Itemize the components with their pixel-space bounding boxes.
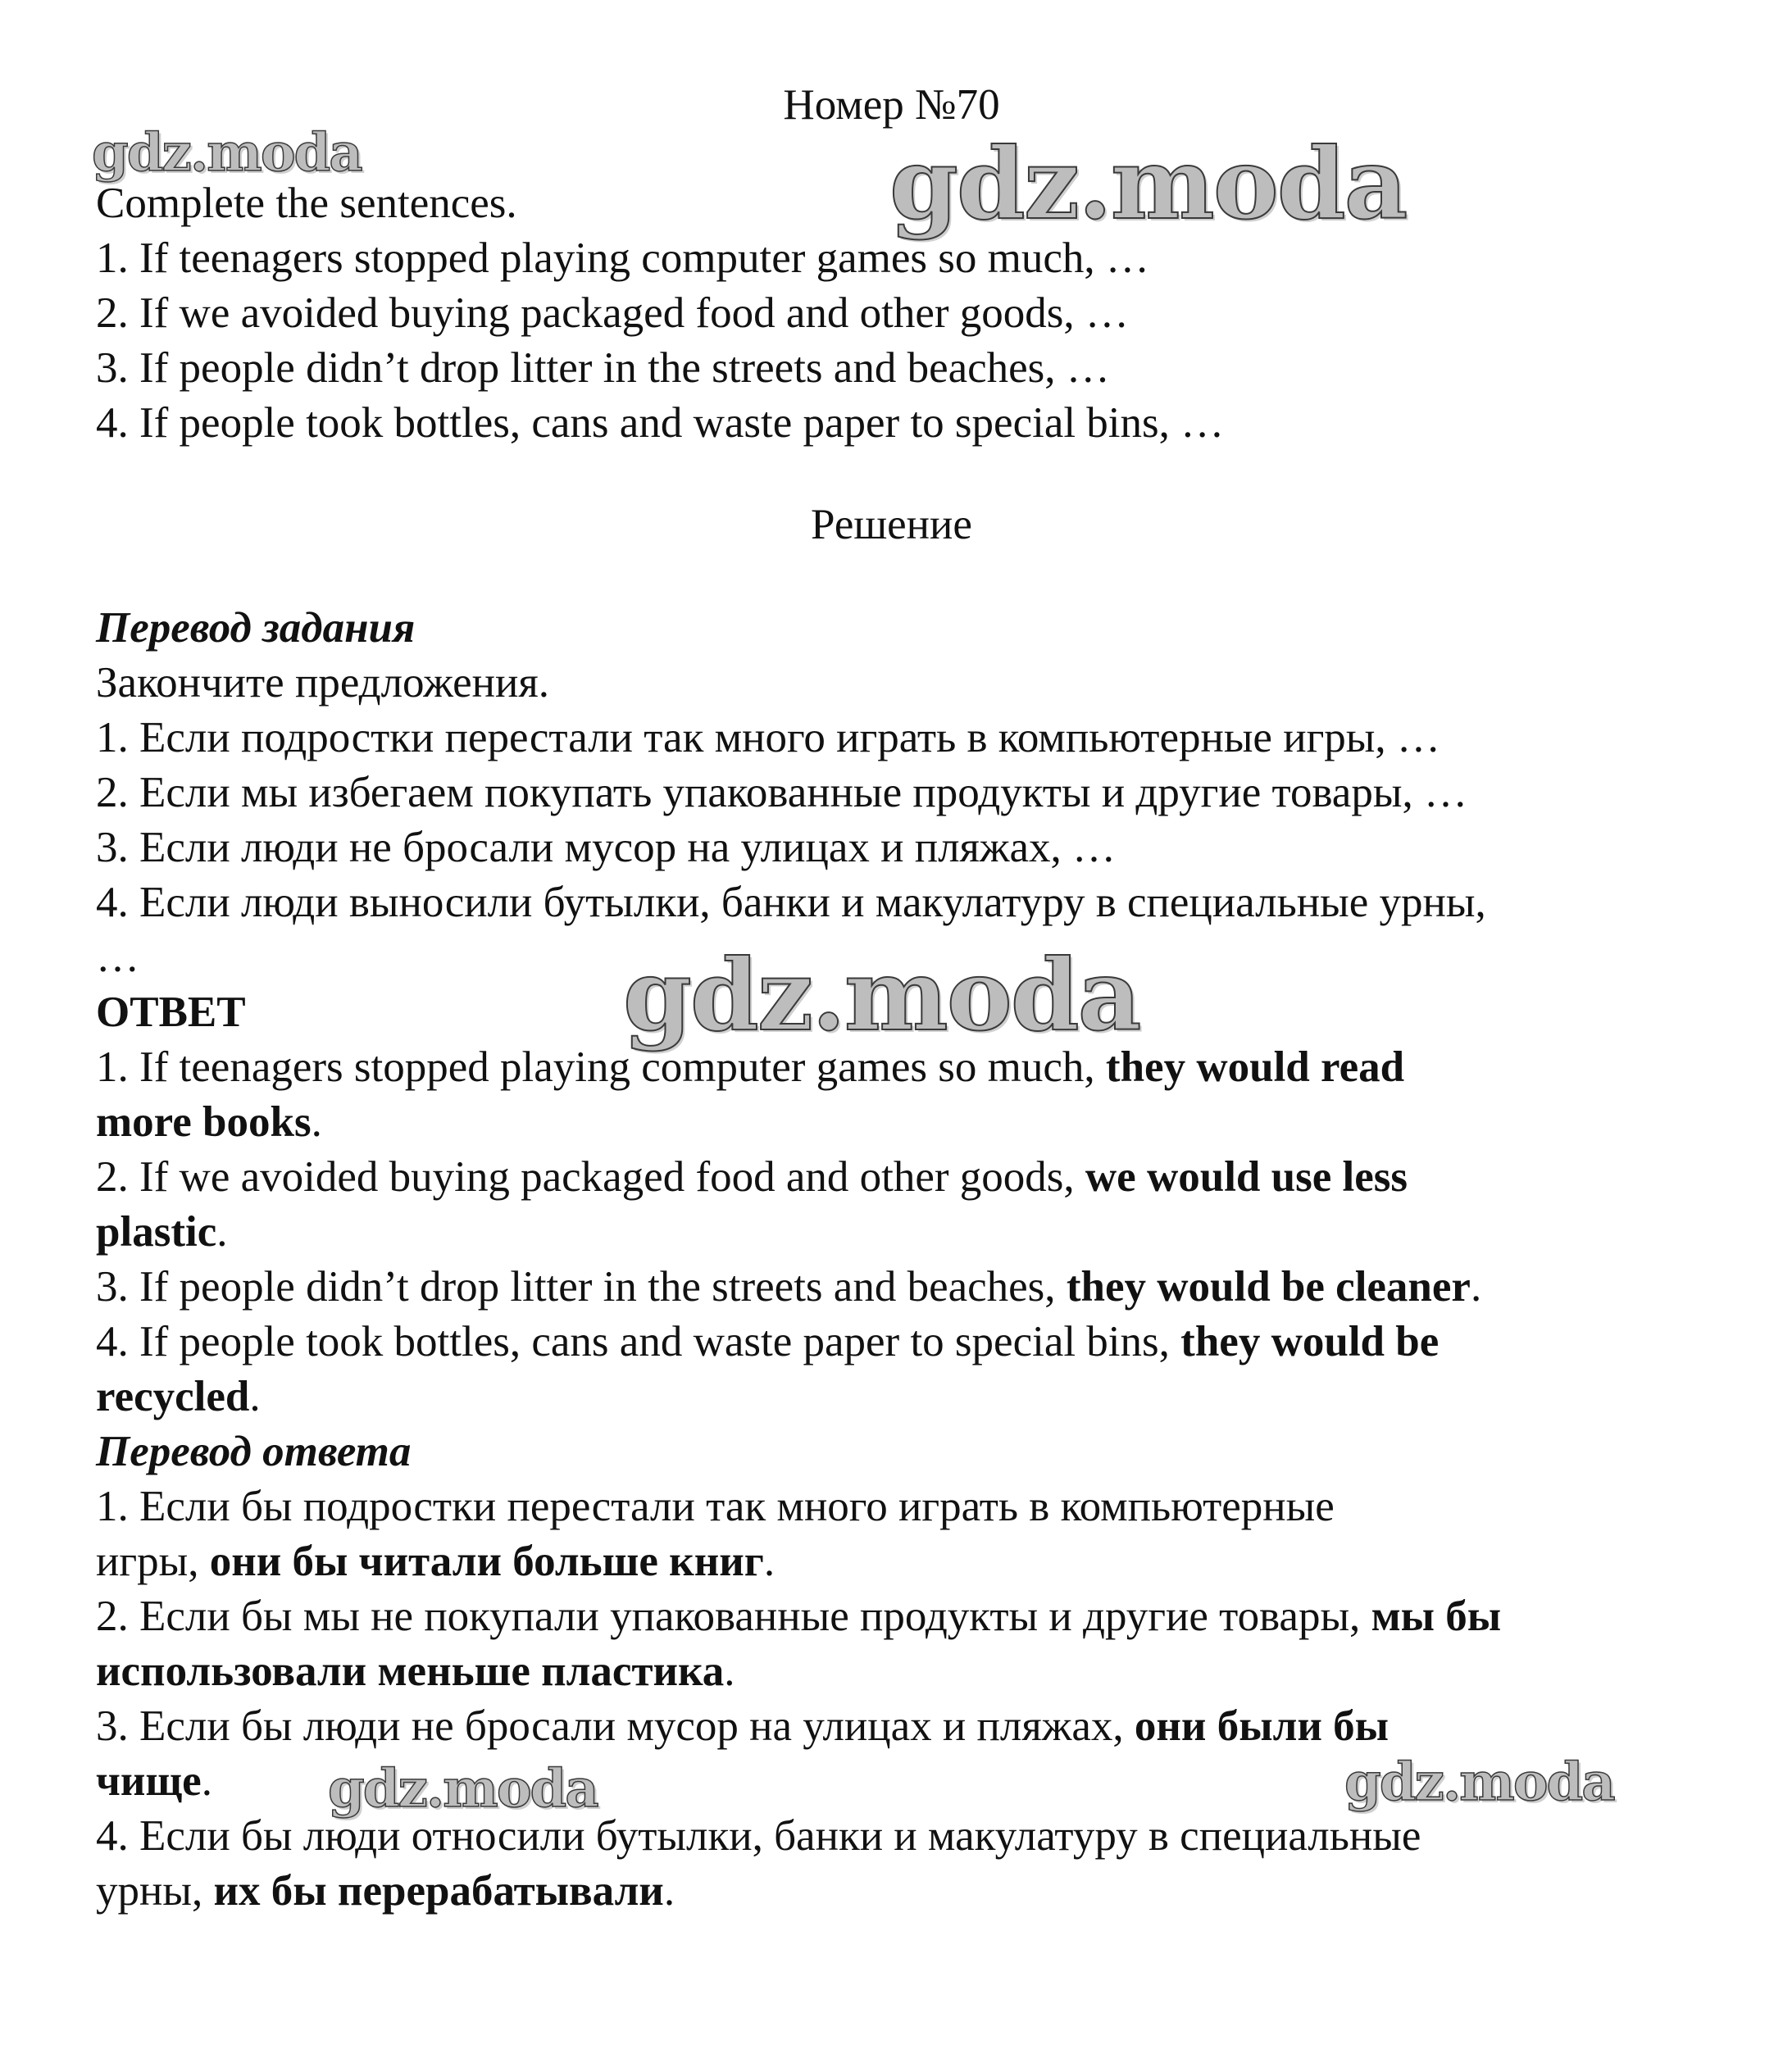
task-item-2: 2. If we avoided buying packaged food and other goods, … xyxy=(96,289,1129,337)
task-item-3: 3. If people didn’t drop litter in the streets and beaches, … xyxy=(96,344,1110,392)
answer-translation-item-3-bold-cont: чище xyxy=(96,1757,202,1805)
answer-translation-item-1-bold: они бы читали больше книг xyxy=(209,1538,764,1585)
answer-item-4-line2 xyxy=(96,1370,261,1424)
solution-heading: Решение xyxy=(811,501,972,548)
answer-item-2-line2 xyxy=(96,1205,227,1260)
answer-item-4-period: . xyxy=(249,1373,261,1420)
task-translation-heading: Перевод задания xyxy=(96,604,416,652)
answer-translation-item-1-line2 xyxy=(96,1534,775,1589)
answer-item-1-period: . xyxy=(311,1098,322,1146)
answer-translation-item-1-period: . xyxy=(763,1538,776,1585)
answer-item-4-bold: they would be xyxy=(1180,1318,1440,1365)
answer-translation-heading: Перевод ответа xyxy=(96,1428,412,1475)
answer-item-3 xyxy=(96,1260,1481,1315)
answer-translation-item-2-bold: мы бы xyxy=(1371,1593,1502,1640)
answer-item-3-bold: they would be cleaner xyxy=(1066,1263,1471,1311)
answer-translation-item-3-prefix: 3. Если бы люди не бросали мусор на улицах и пляжах, xyxy=(96,1702,1135,1750)
answer-item-2-bold: we would use less xyxy=(1085,1153,1408,1201)
page-title: Номер №70 xyxy=(783,81,1000,129)
watermark-logo: gdz.moda xyxy=(889,126,1407,242)
answer-translation-item-4-period: . xyxy=(663,1867,675,1915)
watermark-logo: gdz.moda xyxy=(328,1758,598,1820)
answer-translation-item-3-bold: они были бы xyxy=(1134,1702,1389,1750)
answer-heading: ОТВЕТ xyxy=(96,988,246,1036)
answer-item-4-bold-cont: recycled xyxy=(96,1373,250,1420)
task-instruction: Complete the sentences. xyxy=(96,179,517,227)
task-item-1: 1. If teenagers stopped playing computer games so much, … xyxy=(96,234,1149,282)
answer-translation-item-1: 1. Если бы подростки перестали так много играть в компьютерные xyxy=(96,1483,1335,1530)
answer-item-1-prefix: 1. If teenagers stopped playing computer games so much, xyxy=(96,1043,1106,1091)
answer-translation-item-2 xyxy=(96,1589,1501,1644)
task-translation-item-4-continuation: … xyxy=(96,934,139,981)
answer-translation-item-2-bold-cont: использовали меньше пластика xyxy=(96,1647,725,1695)
watermark-logo: gdz.moda xyxy=(1344,1752,1614,1813)
answer-translation-item-1-prefix: игры, xyxy=(96,1538,210,1585)
answer-item-2-period: . xyxy=(216,1208,228,1256)
answer-item-1-line2 xyxy=(96,1095,322,1150)
answer-item-3-period: . xyxy=(1470,1263,1482,1311)
task-translation-item-4: 4. Если люди выносили бутылки, банки и макулатуру в специальные урны, xyxy=(96,879,1486,926)
answer-translation-item-4-prefix: урны, xyxy=(96,1867,214,1915)
answer-item-2 xyxy=(96,1150,1408,1205)
answer-item-2-bold-cont: plastic xyxy=(96,1208,217,1256)
watermark-logo: gdz.moda xyxy=(92,122,362,184)
answer-translation-item-4-line2 xyxy=(96,1864,675,1919)
answer-item-3-prefix: 3. If people didn’t drop litter in the streets and beaches, xyxy=(96,1263,1067,1311)
answer-item-4-prefix: 4. If people took bottles, cans and waste paper to special bins, xyxy=(96,1318,1181,1365)
answer-translation-item-2-line2 xyxy=(96,1644,735,1699)
task-translation-instruction: Закончите предложения. xyxy=(96,659,550,707)
task-translation-item-3: 3. Если люди не бросали мусор на улицах и пляжах, … xyxy=(96,824,1117,871)
task-item-4: 4. If people took bottles, cans and waste paper to special bins, … xyxy=(96,399,1225,447)
answer-translation-item-3-line2 xyxy=(96,1754,212,1809)
answer-item-4 xyxy=(96,1315,1439,1370)
answer-translation-item-2-period: . xyxy=(724,1647,735,1695)
task-translation-item-1: 1. Если подростки перестали так много играть в компьютерные игры, … xyxy=(96,714,1440,761)
answer-item-1-bold: they would read xyxy=(1105,1043,1405,1091)
answer-translation-item-3 xyxy=(96,1699,1389,1754)
watermark-logo: gdz.moda xyxy=(623,938,1140,1053)
answer-translation-item-3-period: . xyxy=(201,1757,212,1805)
task-translation-item-2: 2. Если мы избегаем покупать упакованные продукты и другие товары, … xyxy=(96,769,1467,816)
answer-translation-item-2-prefix: 2. Если бы мы не покупали упакованные продукты и другие товары, xyxy=(96,1593,1371,1640)
answer-translation-item-4: 4. Если бы люди относили бутылки, банки и макулатуру в специальные xyxy=(96,1812,1421,1860)
answer-item-2-prefix: 2. If we avoided buying packaged food and other goods, xyxy=(96,1153,1085,1201)
answer-translation-item-4-bold: их бы перерабатывали xyxy=(213,1867,664,1915)
answer-item-1-bold-cont: more books xyxy=(96,1098,312,1146)
